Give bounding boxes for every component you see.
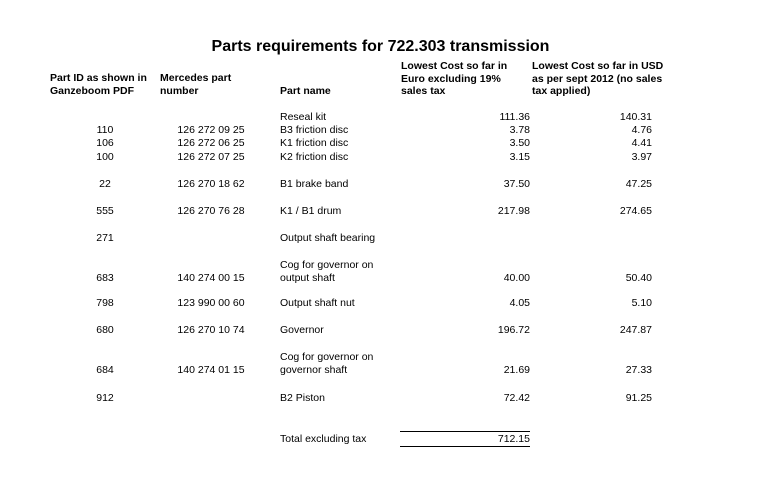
part-name-cell: K1 / B1 drum: [280, 205, 342, 217]
part-name-cell: K2 friction disc: [280, 151, 349, 163]
part-id-cell: 106: [96, 137, 114, 149]
part-name-cell: Cog for governor on output shaft: [280, 259, 374, 284]
part-id-cell: 683: [96, 272, 114, 284]
mercedes-part-cell: 126 272 06 25: [177, 137, 245, 149]
cost-usd-cell: 4.76: [631, 124, 652, 136]
part-id-cell: 680: [96, 324, 114, 336]
part-name-cell: Reseal kit: [280, 111, 327, 123]
cost-eur-cell: 111.36: [499, 111, 530, 123]
header-cost-usd: Lowest Cost so far in USD as per sept 2012 (no sales tax applied): [532, 60, 664, 97]
part-id-cell: 555: [96, 205, 114, 217]
mercedes-part-cell: 126 270 10 74: [177, 324, 245, 336]
part-name-cell: Output shaft bearing: [280, 232, 376, 244]
header-cost-eur: Lowest Cost so far in Euro excluding 19% sales tax: [401, 60, 508, 97]
cost-usd-cell: 5.10: [631, 297, 652, 309]
total-value: 712.15: [497, 433, 530, 445]
total-label: Total excluding tax: [280, 433, 367, 445]
mercedes-part-cell: 126 272 09 25: [177, 124, 245, 136]
mercedes-part-cell: 126 270 18 62: [177, 178, 245, 190]
cost-eur-cell: 21.69: [503, 364, 530, 376]
cost-eur-cell: 3.78: [509, 124, 530, 136]
mercedes-part-cell: 140 274 01 15: [177, 364, 245, 376]
total-rule-bottom: [400, 446, 530, 447]
cost-usd-cell: 4.41: [631, 137, 652, 149]
cost-eur-cell: 3.15: [509, 151, 530, 163]
part-id-cell: 22: [99, 178, 111, 190]
part-name-cell: Governor: [280, 324, 324, 336]
cost-eur-cell: 72.42: [503, 392, 530, 404]
cost-eur-cell: 37.50: [503, 178, 530, 190]
part-id-cell: 100: [96, 151, 114, 163]
cost-usd-cell: 91.25: [625, 392, 652, 404]
cost-eur-cell: 4.05: [509, 297, 530, 309]
cost-usd-cell: 247.87: [619, 324, 652, 336]
part-id-cell: 271: [96, 232, 114, 244]
cost-eur-cell: 40.00: [503, 272, 530, 284]
cost-eur-cell: 217.98: [497, 205, 530, 217]
cost-usd-cell: 3.97: [631, 151, 652, 163]
cost-usd-cell: 47.25: [625, 178, 652, 190]
cost-eur-cell: 3.50: [509, 137, 530, 149]
mercedes-part-cell: 126 270 76 28: [177, 205, 245, 217]
mercedes-part-cell: 123 990 00 60: [177, 297, 245, 309]
part-name-cell: B1 brake band: [280, 178, 349, 190]
mercedes-part-cell: 126 272 07 25: [177, 151, 245, 163]
cost-usd-cell: 140.31: [619, 111, 652, 123]
part-name-cell: Output shaft nut: [280, 297, 355, 309]
part-id-cell: 110: [96, 124, 114, 136]
part-name-cell: Cog for governor on governor shaft: [280, 351, 374, 376]
part-id-cell: 684: [96, 364, 114, 376]
part-name-cell: K1 friction disc: [280, 137, 349, 149]
header-part-name: Part name: [280, 85, 331, 97]
part-id-cell: 798: [96, 297, 114, 309]
part-name-cell: B2 Piston: [280, 392, 325, 404]
cost-eur-cell: 196.72: [497, 324, 530, 336]
cost-usd-cell: 27.33: [625, 364, 652, 376]
total-rule-top: [400, 431, 530, 432]
page-title: Parts requirements for 722.303 transmission: [211, 38, 550, 55]
cost-usd-cell: 274.65: [619, 205, 652, 217]
header-mercedes-part-number: Mercedes part number: [160, 72, 232, 97]
part-name-cell: B3 friction disc: [280, 124, 349, 136]
mercedes-part-cell: 140 274 00 15: [177, 272, 245, 284]
cost-usd-cell: 50.40: [625, 272, 652, 284]
header-part-id: Part ID as shown in Ganzeboom PDF: [50, 72, 147, 97]
part-id-cell: 912: [96, 392, 114, 404]
